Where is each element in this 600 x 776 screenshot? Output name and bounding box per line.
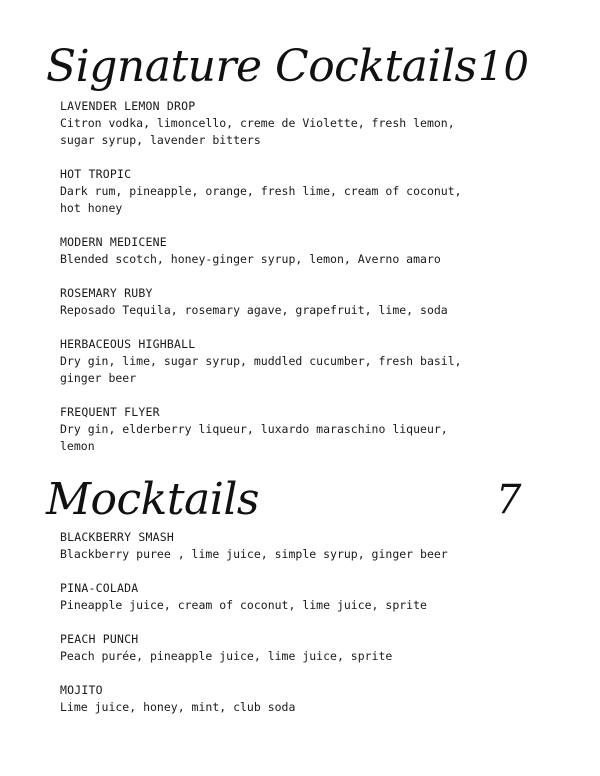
item-description: Citron vodka, limoncello, creme de Violette, fresh lemon, sugar syrup, lavender bitters — [60, 116, 455, 147]
item-name: HERBACEOUS HIGHBALL — [60, 337, 196, 351]
item-description: Dry gin, lime, sugar syrup, muddled cucumber, fresh basil, ginger beer — [60, 354, 462, 385]
item-name: ROSEMARY RUBY — [60, 286, 153, 300]
section-title: Mocktails — [46, 474, 259, 525]
item-name: MODERN MEDICENE — [60, 235, 167, 249]
item-name: LAVENDER LEMON DROP — [60, 99, 196, 113]
menu-item — [60, 98, 470, 149]
item-description: Peach purée, pineapple juice, lime juice, sprite — [60, 649, 393, 663]
menu-item — [60, 631, 470, 665]
item-description: Dark rum, pineapple, orange, fresh lime, cream of coconut, hot honey — [60, 184, 462, 215]
item-description: Dry gin, elderberry liqueur, luxardo maraschino liqueur, lemon — [60, 422, 448, 453]
menu-item — [60, 682, 470, 716]
item-name: MOJITO — [60, 683, 103, 697]
item-name: HOT TROPIC — [60, 167, 132, 181]
item-name: PEACH PUNCH — [60, 632, 139, 646]
item-name: PINA-COLADA — [60, 581, 139, 595]
section-title: Signature Cocktails — [46, 41, 477, 92]
item-name: FREQUENT FLYER — [60, 405, 160, 419]
menu-item — [60, 580, 470, 614]
mocktails-section — [0, 470, 600, 530]
section-price: 7 — [496, 477, 522, 523]
menu-item — [60, 285, 470, 319]
item-description: Blended scotch, honey-ginger syrup, lemon, Averno amaro — [60, 252, 441, 266]
item-description: Lime juice, honey, mint, club soda — [60, 700, 296, 714]
item-name: BLACKBERRY SMASH — [60, 530, 174, 544]
menu-item — [60, 166, 470, 217]
menu-item — [60, 336, 470, 387]
section-header — [0, 37, 600, 97]
item-description: Blackberry puree , lime juice, simple syrup, ginger beer — [60, 547, 448, 561]
item-description: Pineapple juice, cream of coconut, lime juice, sprite — [60, 598, 427, 612]
item-description: Reposado Tequila, rosemary agave, grapefruit, lime, soda — [60, 303, 448, 317]
menu-item — [60, 234, 470, 268]
signature-cocktails-section — [0, 37, 600, 97]
menu-item — [60, 529, 470, 563]
menu-item — [60, 404, 470, 455]
section-header — [0, 470, 600, 530]
section-price: 10 — [478, 44, 529, 90]
